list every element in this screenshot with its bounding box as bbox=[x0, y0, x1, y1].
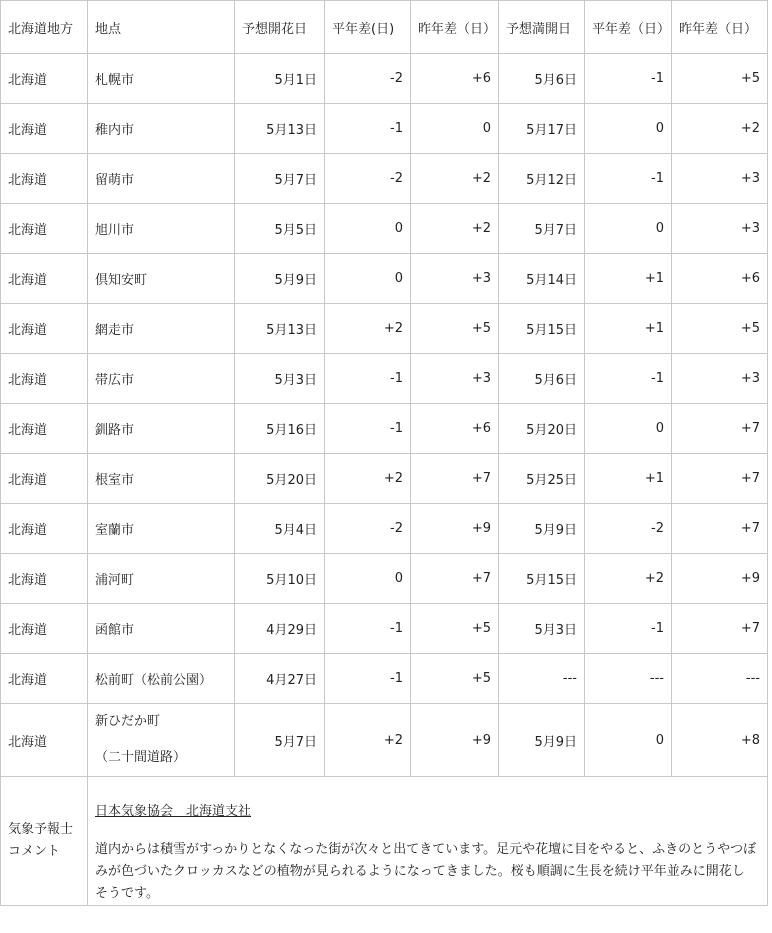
cell-full-vs-average: -1 bbox=[585, 604, 672, 654]
comment-row bbox=[1, 777, 768, 906]
cell-region: 北海道 bbox=[1, 604, 88, 654]
cell-full-vs-last-year: --- bbox=[672, 654, 768, 704]
cell-region: 北海道 bbox=[1, 54, 88, 104]
comment-text: 道内からは積雪がすっかりとなくなった街が次々と出てきています。足元や花壇に目をやると、ふきのとうやつぼみが色づいたクロッカスなどの植物が見られるようになってきました。桜も順調に生長を続け平年並みに開花しそうです。 bbox=[95, 842, 757, 901]
cell-location: 根室市 bbox=[88, 454, 235, 504]
cell-full-bloom-date: 5月14日 bbox=[499, 254, 585, 304]
comment-label-line-1: 気象予報士 bbox=[8, 822, 74, 837]
cell-full-vs-average: 0 bbox=[585, 104, 672, 154]
cell-location: 釧路市 bbox=[88, 404, 235, 454]
table-row bbox=[1, 604, 768, 654]
cell-region: 北海道 bbox=[1, 204, 88, 254]
cell-full-vs-average: -1 bbox=[585, 354, 672, 404]
cell-full-bloom-date: 5月15日 bbox=[499, 304, 585, 354]
comment-label-line-2: コメント bbox=[8, 844, 61, 859]
table-row bbox=[1, 454, 768, 504]
table-row bbox=[1, 304, 768, 354]
cell-bloom-vs-last-year: +6 bbox=[411, 54, 499, 104]
cell-region: 北海道 bbox=[1, 304, 88, 354]
cell-bloom-date: 5月1日 bbox=[235, 54, 325, 104]
header-bloom-vs-average: 平年差(日) bbox=[325, 1, 411, 54]
cell-region: 北海道 bbox=[1, 154, 88, 204]
cell-bloom-vs-last-year: +2 bbox=[411, 154, 499, 204]
cell-location: 旭川市 bbox=[88, 204, 235, 254]
cell-bloom-vs-average: -1 bbox=[325, 404, 411, 454]
cell-full-bloom-date: 5月17日 bbox=[499, 104, 585, 154]
table-header-row bbox=[1, 1, 768, 54]
cell-bloom-date: 5月4日 bbox=[235, 504, 325, 554]
cell-full-vs-last-year: +3 bbox=[672, 204, 768, 254]
cell-bloom-vs-average: -1 bbox=[325, 104, 411, 154]
cell-full-vs-average: -2 bbox=[585, 504, 672, 554]
header-bloom-date: 予想開花日 bbox=[235, 1, 325, 54]
cell-full-vs-average: 0 bbox=[585, 704, 672, 777]
cell-location: 松前町（松前公園） bbox=[88, 654, 235, 704]
cell-bloom-vs-average: -2 bbox=[325, 154, 411, 204]
cell-bloom-vs-average: -2 bbox=[325, 54, 411, 104]
cell-region: 北海道 bbox=[1, 704, 88, 777]
cell-full-vs-average: +1 bbox=[585, 454, 672, 504]
table-row bbox=[1, 704, 768, 777]
cell-full-bloom-date: 5月20日 bbox=[499, 404, 585, 454]
table-row bbox=[1, 54, 768, 104]
cell-full-vs-last-year: +7 bbox=[672, 454, 768, 504]
cell-full-vs-last-year: +5 bbox=[672, 304, 768, 354]
cell-bloom-vs-last-year: +2 bbox=[411, 204, 499, 254]
cell-full-bloom-date: 5月3日 bbox=[499, 604, 585, 654]
cell-full-vs-average: +1 bbox=[585, 254, 672, 304]
table-row bbox=[1, 404, 768, 454]
cell-bloom-vs-average: +2 bbox=[325, 304, 411, 354]
cell-region: 北海道 bbox=[1, 504, 88, 554]
cell-bloom-date: 5月20日 bbox=[235, 454, 325, 504]
header-full-vs-average: 平年差（日） bbox=[585, 1, 672, 54]
cell-bloom-date: 5月13日 bbox=[235, 104, 325, 154]
cell-region: 北海道 bbox=[1, 104, 88, 154]
cell-bloom-vs-last-year: +9 bbox=[411, 504, 499, 554]
header-region: 北海道地方 bbox=[1, 1, 88, 54]
cell-bloom-vs-average: 0 bbox=[325, 554, 411, 604]
cell-bloom-date: 5月10日 bbox=[235, 554, 325, 604]
cell-full-vs-average: --- bbox=[585, 654, 672, 704]
cell-full-vs-last-year: +6 bbox=[672, 254, 768, 304]
location-line-2: （二十間道路） bbox=[95, 750, 187, 765]
cell-bloom-vs-average: +2 bbox=[325, 704, 411, 777]
comment-org-link[interactable]: 日本気象協会 北海道支社 bbox=[95, 804, 252, 819]
cell-location: 網走市 bbox=[88, 304, 235, 354]
cell-bloom-vs-last-year: +6 bbox=[411, 404, 499, 454]
cell-bloom-date: 5月5日 bbox=[235, 204, 325, 254]
cell-location: 室蘭市 bbox=[88, 504, 235, 554]
cell-bloom-vs-last-year: +5 bbox=[411, 604, 499, 654]
cell-bloom-date: 5月16日 bbox=[235, 404, 325, 454]
cell-full-bloom-date: 5月12日 bbox=[499, 154, 585, 204]
cell-bloom-vs-average: +2 bbox=[325, 454, 411, 504]
cell-full-vs-last-year: +7 bbox=[672, 604, 768, 654]
cell-region: 北海道 bbox=[1, 354, 88, 404]
location-line-1: 新ひだか町 bbox=[95, 714, 161, 729]
cell-full-vs-average: +2 bbox=[585, 554, 672, 604]
cell-location: 倶知安町 bbox=[88, 254, 235, 304]
cell-full-vs-last-year: +3 bbox=[672, 354, 768, 404]
table-row bbox=[1, 504, 768, 554]
cell-bloom-vs-average: 0 bbox=[325, 204, 411, 254]
cell-bloom-vs-last-year: +5 bbox=[411, 654, 499, 704]
cell-location: 留萌市 bbox=[88, 154, 235, 204]
cell-full-bloom-date: 5月25日 bbox=[499, 454, 585, 504]
cell-location: 函館市 bbox=[88, 604, 235, 654]
cell-bloom-date: 4月27日 bbox=[235, 654, 325, 704]
cell-bloom-vs-average: -2 bbox=[325, 504, 411, 554]
cell-full-vs-last-year: +7 bbox=[672, 504, 768, 554]
table-row bbox=[1, 154, 768, 204]
table-row bbox=[1, 204, 768, 254]
cell-full-vs-last-year: +7 bbox=[672, 404, 768, 454]
cell-full-vs-average: 0 bbox=[585, 204, 672, 254]
cell-region: 北海道 bbox=[1, 654, 88, 704]
cell-bloom-vs-last-year: +9 bbox=[411, 704, 499, 777]
cell-region: 北海道 bbox=[1, 404, 88, 454]
table-row bbox=[1, 654, 768, 704]
cell-full-bloom-date: 5月6日 bbox=[499, 354, 585, 404]
cell-bloom-vs-last-year: +3 bbox=[411, 354, 499, 404]
header-bloom-vs-last-year: 昨年差（日） bbox=[411, 1, 499, 54]
cell-bloom-vs-average: -1 bbox=[325, 354, 411, 404]
cell-full-bloom-date: 5月6日 bbox=[499, 54, 585, 104]
cell-full-bloom-date: 5月9日 bbox=[499, 704, 585, 777]
cell-full-vs-last-year: +8 bbox=[672, 704, 768, 777]
header-location: 地点 bbox=[88, 1, 235, 54]
cell-full-vs-last-year: +3 bbox=[672, 154, 768, 204]
cell-bloom-vs-average: -1 bbox=[325, 604, 411, 654]
cell-region: 北海道 bbox=[1, 254, 88, 304]
cell-bloom-vs-last-year: +3 bbox=[411, 254, 499, 304]
cell-bloom-date: 4月29日 bbox=[235, 604, 325, 654]
comment-body bbox=[88, 777, 768, 906]
cell-bloom-date: 5月9日 bbox=[235, 254, 325, 304]
table-row bbox=[1, 254, 768, 304]
cell-full-bloom-date: --- bbox=[499, 654, 585, 704]
cell-location: 帯広市 bbox=[88, 354, 235, 404]
table-row bbox=[1, 104, 768, 154]
cell-bloom-date: 5月7日 bbox=[235, 154, 325, 204]
cell-bloom-vs-last-year: +7 bbox=[411, 454, 499, 504]
cell-bloom-vs-last-year: +7 bbox=[411, 554, 499, 604]
cell-full-vs-last-year: +2 bbox=[672, 104, 768, 154]
table-row bbox=[1, 354, 768, 404]
cell-full-bloom-date: 5月7日 bbox=[499, 204, 585, 254]
cell-full-bloom-date: 5月9日 bbox=[499, 504, 585, 554]
cell-region: 北海道 bbox=[1, 454, 88, 504]
cell-bloom-vs-average: -1 bbox=[325, 654, 411, 704]
cell-location: 浦河町 bbox=[88, 554, 235, 604]
cell-location: 札幌市 bbox=[88, 54, 235, 104]
header-full-bloom-date: 予想満開日 bbox=[499, 1, 585, 54]
cell-location: 稚内市 bbox=[88, 104, 235, 154]
table-row bbox=[1, 554, 768, 604]
cell-full-vs-average: -1 bbox=[585, 54, 672, 104]
cell-bloom-vs-last-year: 0 bbox=[411, 104, 499, 154]
cell-bloom-vs-last-year: +5 bbox=[411, 304, 499, 354]
cell-bloom-vs-average: 0 bbox=[325, 254, 411, 304]
cell-full-vs-average: +1 bbox=[585, 304, 672, 354]
header-full-vs-last-year: 昨年差（日） bbox=[672, 1, 768, 54]
cell-bloom-date: 5月13日 bbox=[235, 304, 325, 354]
cell-full-vs-average: -1 bbox=[585, 154, 672, 204]
cell-bloom-date: 5月7日 bbox=[235, 704, 325, 777]
cell-full-vs-average: 0 bbox=[585, 404, 672, 454]
cell-full-bloom-date: 5月15日 bbox=[499, 554, 585, 604]
cell-full-vs-last-year: +5 bbox=[672, 54, 768, 104]
cell-full-vs-last-year: +9 bbox=[672, 554, 768, 604]
cell-bloom-date: 5月3日 bbox=[235, 354, 325, 404]
comment-label bbox=[1, 777, 88, 906]
cell-location bbox=[88, 704, 235, 777]
cell-region: 北海道 bbox=[1, 554, 88, 604]
